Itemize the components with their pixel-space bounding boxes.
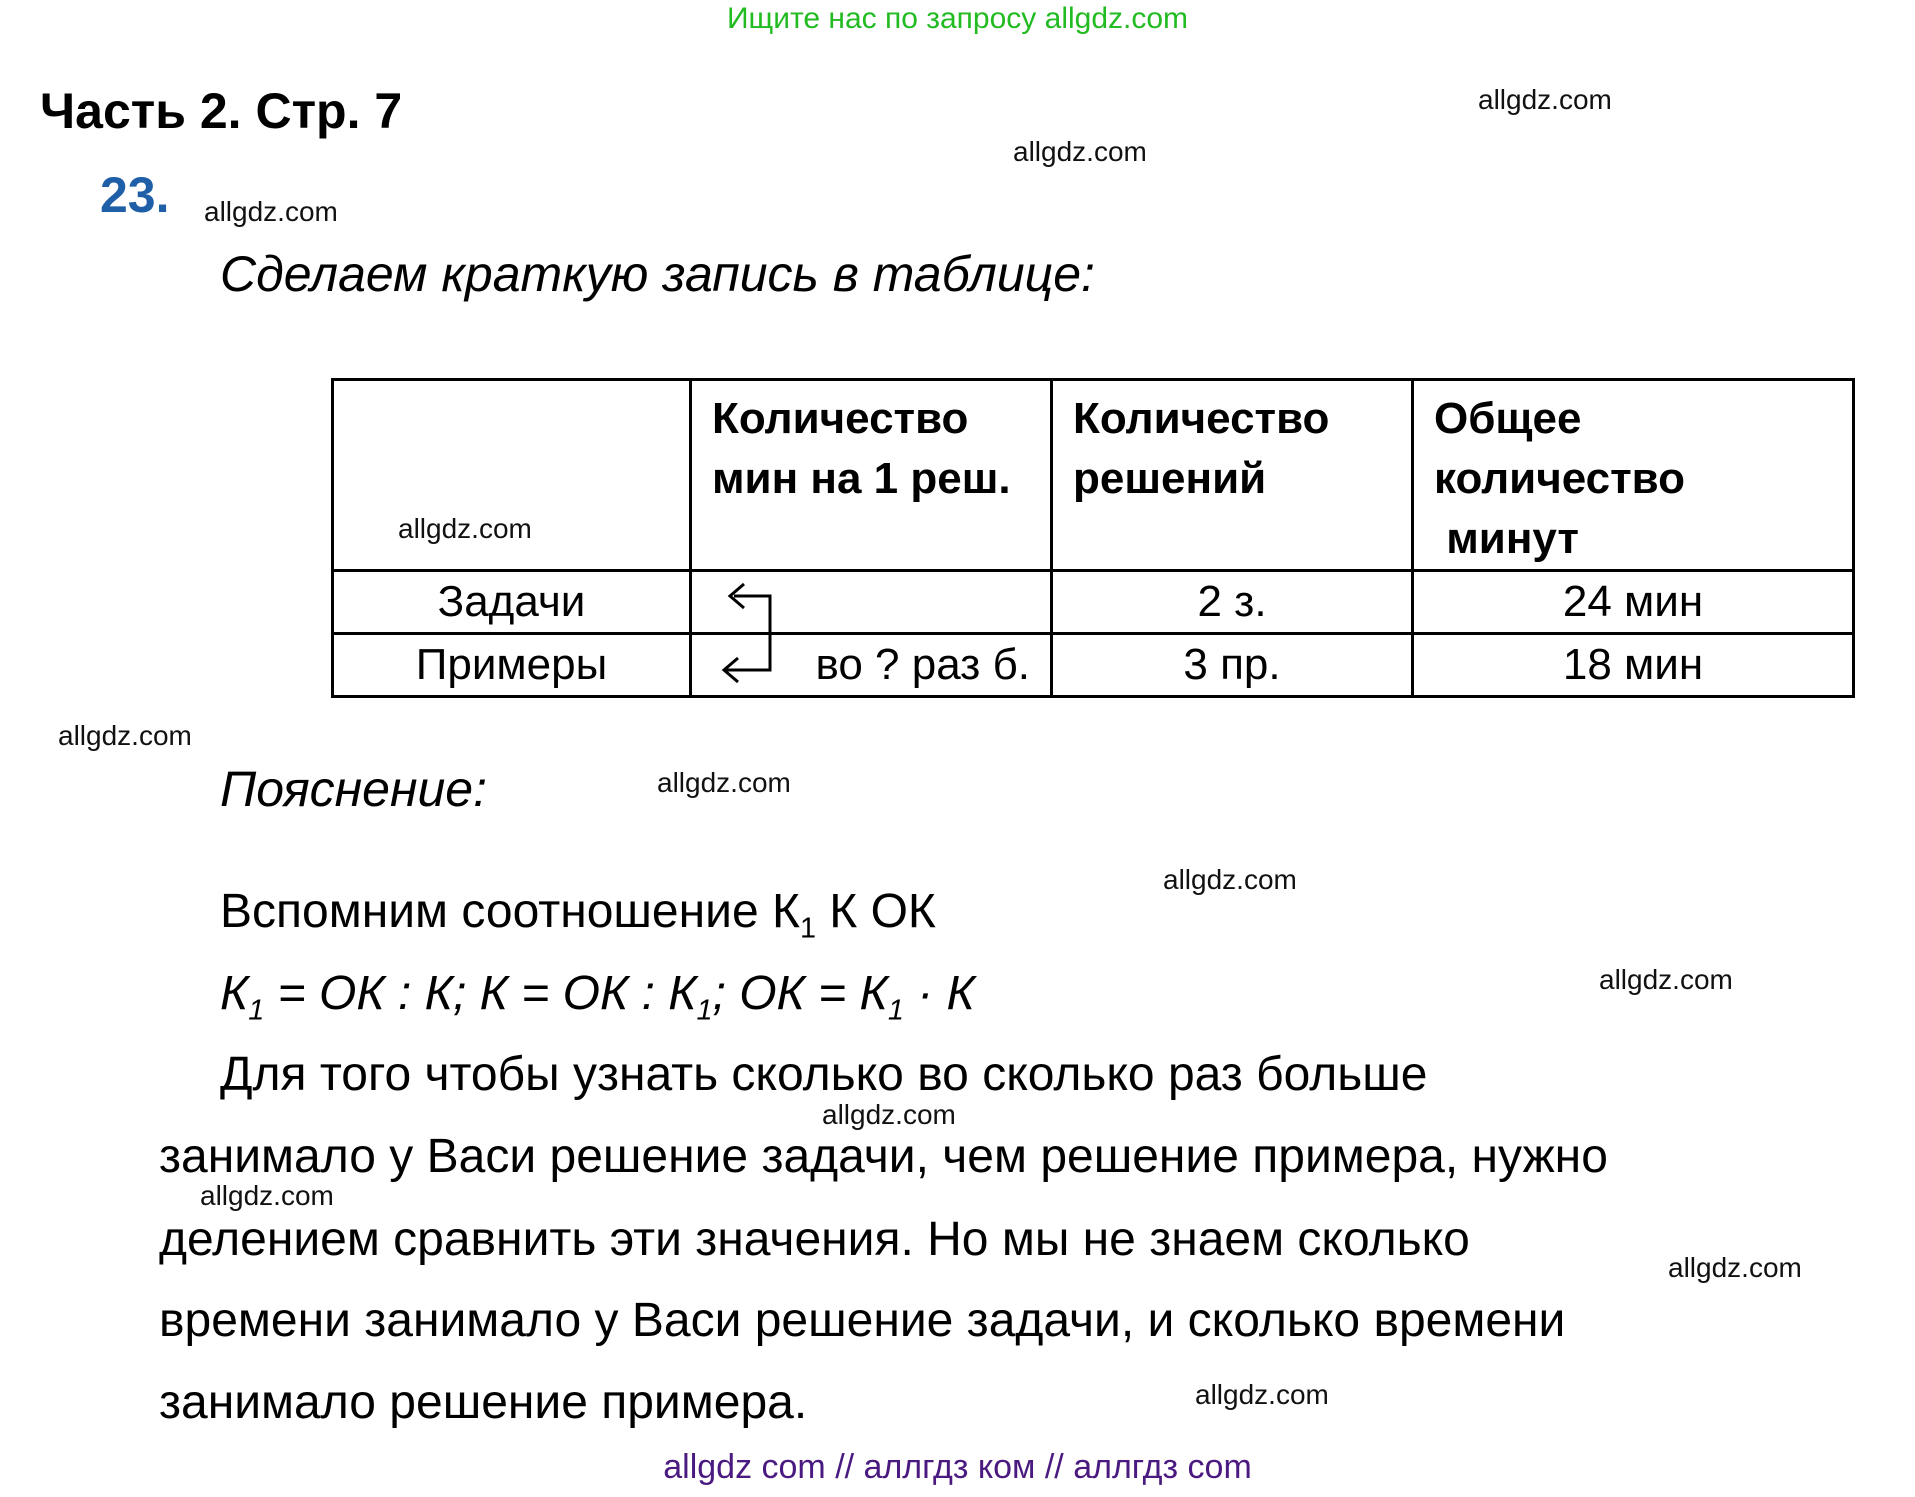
row-label: Примеры [333, 634, 691, 697]
formula-part: ; ОК = К [712, 967, 888, 1020]
watermark: allgdz.com [200, 1180, 334, 1211]
watermark: allgdz.com [398, 513, 532, 544]
header-per-one [691, 380, 1052, 571]
row-label: Задачи [333, 571, 691, 634]
watermark: allgdz.com [822, 1099, 956, 1130]
intro-text: Сделаем краткую запись в таблице: [220, 246, 1095, 302]
paragraph-line: делением сравнить эти значения. Но мы не знаем сколько [159, 1213, 1470, 1266]
watermark: allgdz.com [657, 767, 791, 798]
relation-suffix: К ОК [815, 885, 936, 938]
header-total [1413, 380, 1854, 571]
paragraph-line: времени занимало у Васи решение задачи, и сколько времени [159, 1294, 1566, 1347]
formula-part: · К [903, 967, 975, 1020]
header-count [1052, 380, 1413, 571]
header-empty-cell [333, 380, 691, 571]
row-per-one [691, 571, 1052, 634]
subscript: 1 [799, 912, 816, 945]
table-row [333, 634, 1854, 697]
row-count: 2 з. [1052, 571, 1413, 634]
header-line: Количество [712, 394, 969, 443]
paragraph-line: Для того чтобы узнать сколько во сколько раз больше [220, 1048, 1428, 1101]
watermark: allgdz.com [1013, 136, 1147, 167]
relation-text [220, 884, 936, 946]
watermark: allgdz.com [1195, 1379, 1329, 1410]
row-total: 24 мин [1413, 571, 1854, 634]
watermark: allgdz.com [1163, 864, 1297, 895]
explanation-title: Пояснение: [220, 761, 487, 817]
header-line: мин на 1 реш. [712, 454, 1011, 503]
relation-prefix: Вспомним соотношение К [220, 885, 800, 938]
subscript: 1 [887, 994, 904, 1027]
table-header-row [333, 380, 1854, 571]
row-per-one: во ? раз б. [691, 634, 1052, 697]
watermark: allgdz.com [1668, 1252, 1802, 1283]
header-line: решений [1073, 454, 1267, 503]
comparison-arrow-icon [722, 582, 782, 707]
header-line: минут [1446, 514, 1579, 563]
header-line: Общее количество [1434, 394, 1686, 503]
subscript: 1 [696, 994, 713, 1027]
watermark: allgdz.com [1478, 84, 1612, 115]
footer-watermark: allgdz com // аллгдз ком // аллгдз com [663, 1448, 1252, 1486]
paragraph-line: занимало у Васи решение задачи, чем решение примера, нужно [159, 1130, 1608, 1183]
watermark: allgdz.com [1599, 964, 1733, 995]
formula-part: К [220, 967, 249, 1020]
row-count: 3 пр. [1052, 634, 1413, 697]
subscript: 1 [248, 994, 265, 1027]
table-row [333, 571, 1854, 634]
watermark: allgdz.com [58, 720, 192, 751]
formula-part: = ОК : К; К = ОК : К [264, 967, 697, 1020]
page-heading: Часть 2. Стр. 7 [40, 83, 403, 139]
top-banner: Ищите нас по запросу allgdz.com [726, 2, 1189, 35]
paragraph-line: занимало решение примера. [159, 1376, 808, 1429]
task-number: 23. [100, 167, 170, 223]
watermark: allgdz.com [204, 196, 338, 227]
formula [220, 966, 975, 1028]
summary-table [331, 378, 1855, 698]
header-line: Количество [1073, 394, 1330, 443]
row-total: 18 мин [1413, 634, 1854, 697]
